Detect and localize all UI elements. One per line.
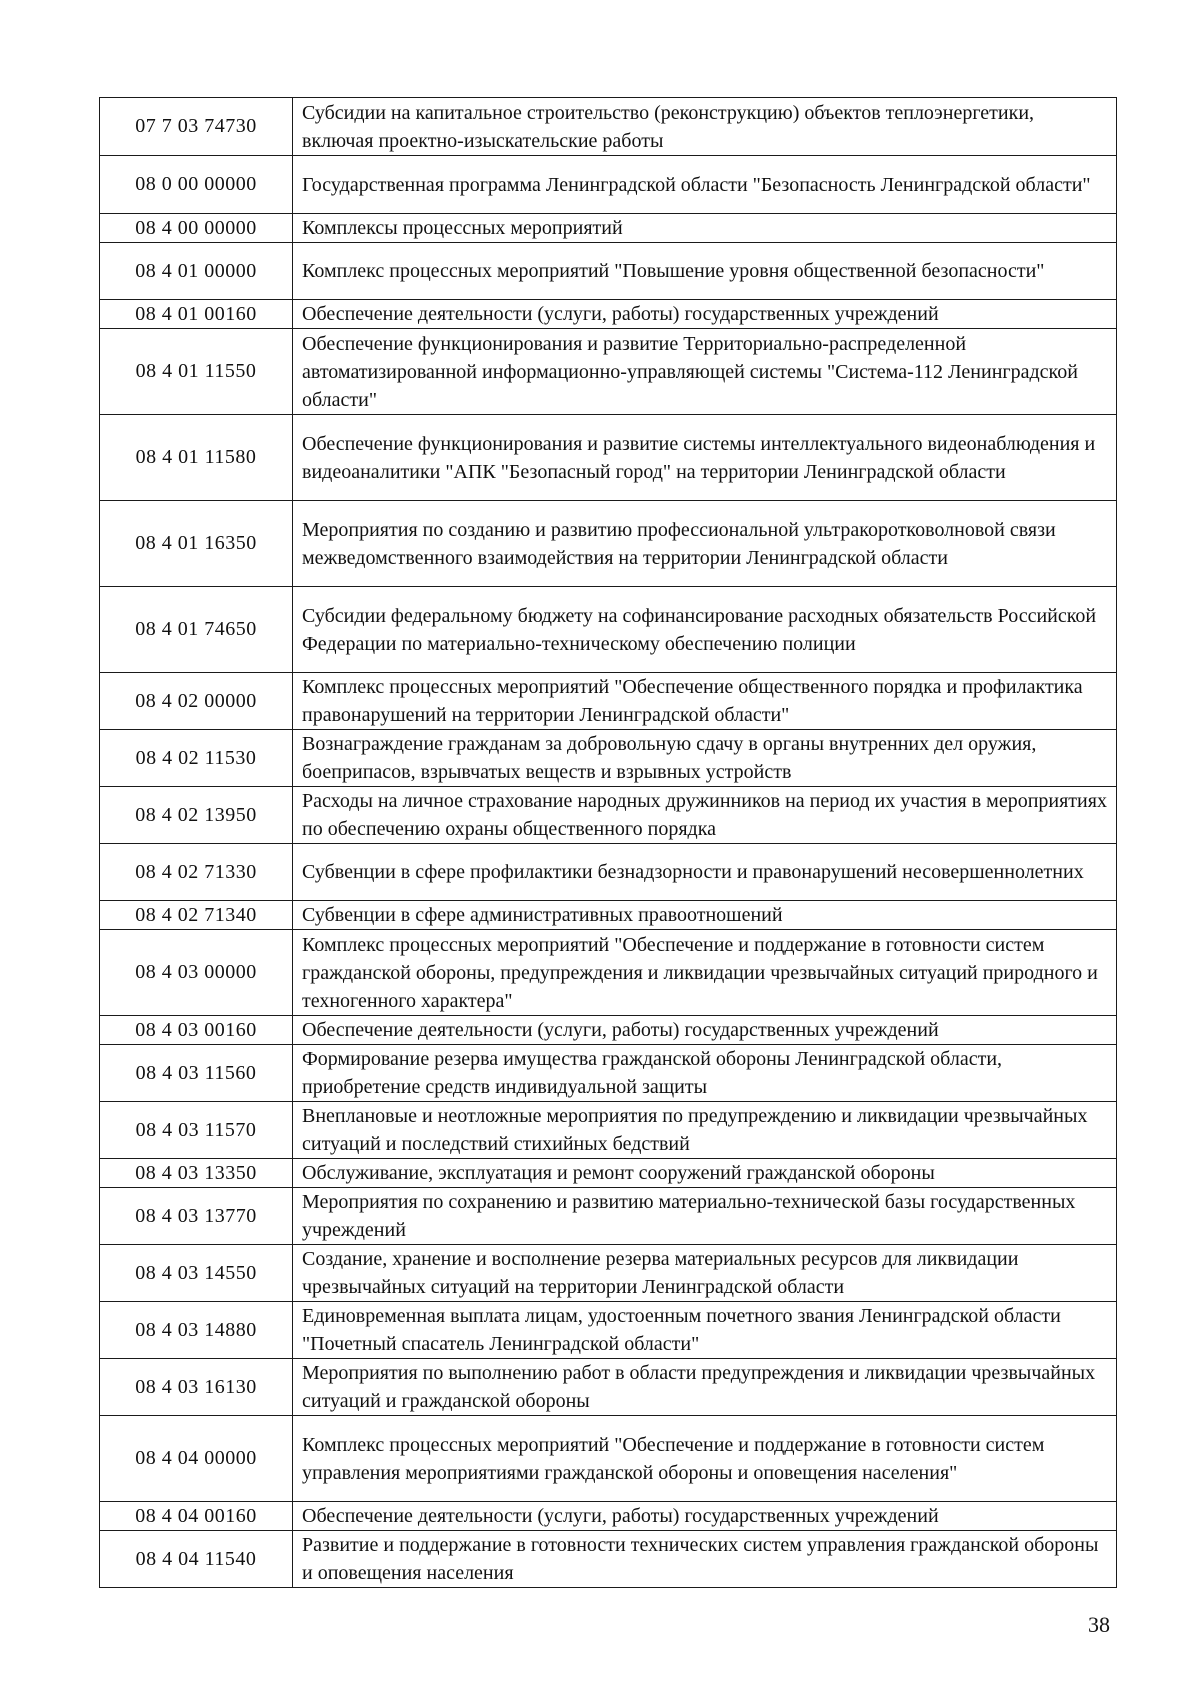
row-code: 08 4 03 00160 (100, 1016, 293, 1045)
row-description: Комплексы процессных мероприятий (293, 214, 1117, 243)
row-description: Комплекс процессных мероприятий "Повышение уровня общественной безопасности" (293, 243, 1117, 300)
row-description: Расходы на личное страхование народных дружинников на период их участия в мероприятиях по обеспечению охраны общественного порядка (293, 787, 1117, 844)
row-description: Мероприятия по сохранению и развитию материально-технической базы государственных учреждений (293, 1188, 1117, 1245)
table-row (100, 1302, 1117, 1359)
table-row (100, 1045, 1117, 1102)
table-row (100, 1531, 1117, 1588)
row-code: 08 4 02 71330 (100, 844, 293, 901)
table-row (100, 673, 1117, 730)
table-row (100, 1359, 1117, 1416)
row-code: 08 4 03 11560 (100, 1045, 293, 1102)
row-description: Обслуживание, эксплуатация и ремонт сооружений гражданской обороны (293, 1159, 1117, 1188)
row-description: Субвенции в сфере профилактики безнадзорности и правонарушений несовершеннолетних (293, 844, 1117, 901)
table-row (100, 329, 1117, 415)
table-row (100, 901, 1117, 930)
table-row (100, 787, 1117, 844)
row-code: 08 4 03 16130 (100, 1359, 293, 1416)
row-description: Государственная программа Ленинградской области "Безопасность Ленинградской области" (293, 156, 1117, 214)
table-row (100, 1016, 1117, 1045)
row-code: 08 0 00 00000 (100, 156, 293, 214)
row-description: Формирование резерва имущества гражданской обороны Ленинградской области, приобретение средств индивидуальной защиты (293, 1045, 1117, 1102)
row-code: 08 4 04 00000 (100, 1416, 293, 1502)
row-description: Мероприятия по выполнению работ в области предупреждения и ликвидации чрезвычайных ситуаций и гражданской обороны (293, 1359, 1117, 1416)
row-description: Комплекс процессных мероприятий "Обеспечение общественного порядка и профилактика правонарушений на территории Ленинградской области" (293, 673, 1117, 730)
table-row (100, 587, 1117, 673)
row-description: Единовременная выплата лицам, удостоенным почетного звания Ленинградской области "Почетный спасатель Ленинградской области" (293, 1302, 1117, 1359)
table-row (100, 243, 1117, 300)
row-description: Развитие и поддержание в готовности технических систем управления гражданской обороны и оповещения населения (293, 1531, 1117, 1588)
row-code: 08 4 00 00000 (100, 214, 293, 243)
table-body (100, 98, 1117, 1588)
row-code: 08 4 03 11570 (100, 1102, 293, 1159)
table-row (100, 730, 1117, 787)
row-code: 08 4 01 11580 (100, 415, 293, 501)
row-code: 08 4 01 16350 (100, 501, 293, 587)
table-row (100, 415, 1117, 501)
row-description: Вознаграждение гражданам за добровольную сдачу в органы внутренних дел оружия, боеприпасов, взрывчатых веществ и взрывных устройств (293, 730, 1117, 787)
row-description: Субсидии федеральному бюджету на софинансирование расходных обязательств Российской Федерации по материально-техническому обеспечению полиции (293, 587, 1117, 673)
row-code: 07 7 03 74730 (100, 98, 293, 156)
row-code: 08 4 03 00000 (100, 930, 293, 1016)
row-description: Обеспечение функционирования и развитие системы интеллектуального видеонаблюдения и видеоаналитики "АПК "Безопасный город" на территории Ленинградской области (293, 415, 1117, 501)
row-description: Субсидии на капитальное строительство (реконструкцию) объектов теплоэнергетики, включая проектно-изыскательские работы (293, 98, 1117, 156)
row-description: Внеплановые и неотложные мероприятия по предупреждению и ликвидации чрезвычайных ситуаций и последствий стихийных бедствий (293, 1102, 1117, 1159)
row-code: 08 4 03 14880 (100, 1302, 293, 1359)
table-row (100, 930, 1117, 1016)
page-number: 38 (1088, 1612, 1110, 1637)
row-description: Обеспечение деятельности (услуги, работы) государственных учреждений (293, 1016, 1117, 1045)
row-code: 08 4 03 13770 (100, 1188, 293, 1245)
table-row (100, 1502, 1117, 1531)
row-code: 08 4 01 11550 (100, 329, 293, 415)
row-description: Обеспечение функционирования и развитие Территориально-распределенной автоматизированной информационно-управляющей системы "Система-112 Ленинградской области" (293, 329, 1117, 415)
budget-classification-table (99, 97, 1117, 1588)
row-code: 08 4 01 00160 (100, 300, 293, 329)
table-row (100, 156, 1117, 214)
row-description: Комплекс процессных мероприятий "Обеспечение и поддержание в готовности систем гражданской обороны, предупреждения и ликвидации чрезвычайных ситуаций природного и техногенного характера" (293, 930, 1117, 1016)
table-row (100, 1416, 1117, 1502)
row-code: 08 4 04 11540 (100, 1531, 293, 1588)
table-row (100, 844, 1117, 901)
table-row (100, 1245, 1117, 1302)
row-description: Обеспечение деятельности (услуги, работы) государственных учреждений (293, 1502, 1117, 1531)
row-code: 08 4 03 14550 (100, 1245, 293, 1302)
row-description: Создание, хранение и восполнение резерва материальных ресурсов для ликвидации чрезвычайных ситуаций на территории Ленинградской области (293, 1245, 1117, 1302)
row-code: 08 4 02 11530 (100, 730, 293, 787)
row-description: Комплекс процессных мероприятий "Обеспечение и поддержание в готовности систем управления мероприятиями гражданской обороны и оповещения населения" (293, 1416, 1117, 1502)
row-description: Субвенции в сфере административных правоотношений (293, 901, 1117, 930)
row-code: 08 4 03 13350 (100, 1159, 293, 1188)
row-code: 08 4 02 00000 (100, 673, 293, 730)
row-code: 08 4 02 71340 (100, 901, 293, 930)
row-code: 08 4 01 74650 (100, 587, 293, 673)
table-row (100, 98, 1117, 156)
table-row (100, 1159, 1117, 1188)
table-row (100, 1102, 1117, 1159)
table-row (100, 214, 1117, 243)
row-description: Обеспечение деятельности (услуги, работы) государственных учреждений (293, 300, 1117, 329)
table-row (100, 501, 1117, 587)
table-row (100, 300, 1117, 329)
table-row (100, 1188, 1117, 1245)
row-description: Мероприятия по созданию и развитию профессиональной ультракоротковолновой связи межведомственного взаимодействия на территории Ленинградской области (293, 501, 1117, 587)
row-code: 08 4 04 00160 (100, 1502, 293, 1531)
row-code: 08 4 01 00000 (100, 243, 293, 300)
row-code: 08 4 02 13950 (100, 787, 293, 844)
